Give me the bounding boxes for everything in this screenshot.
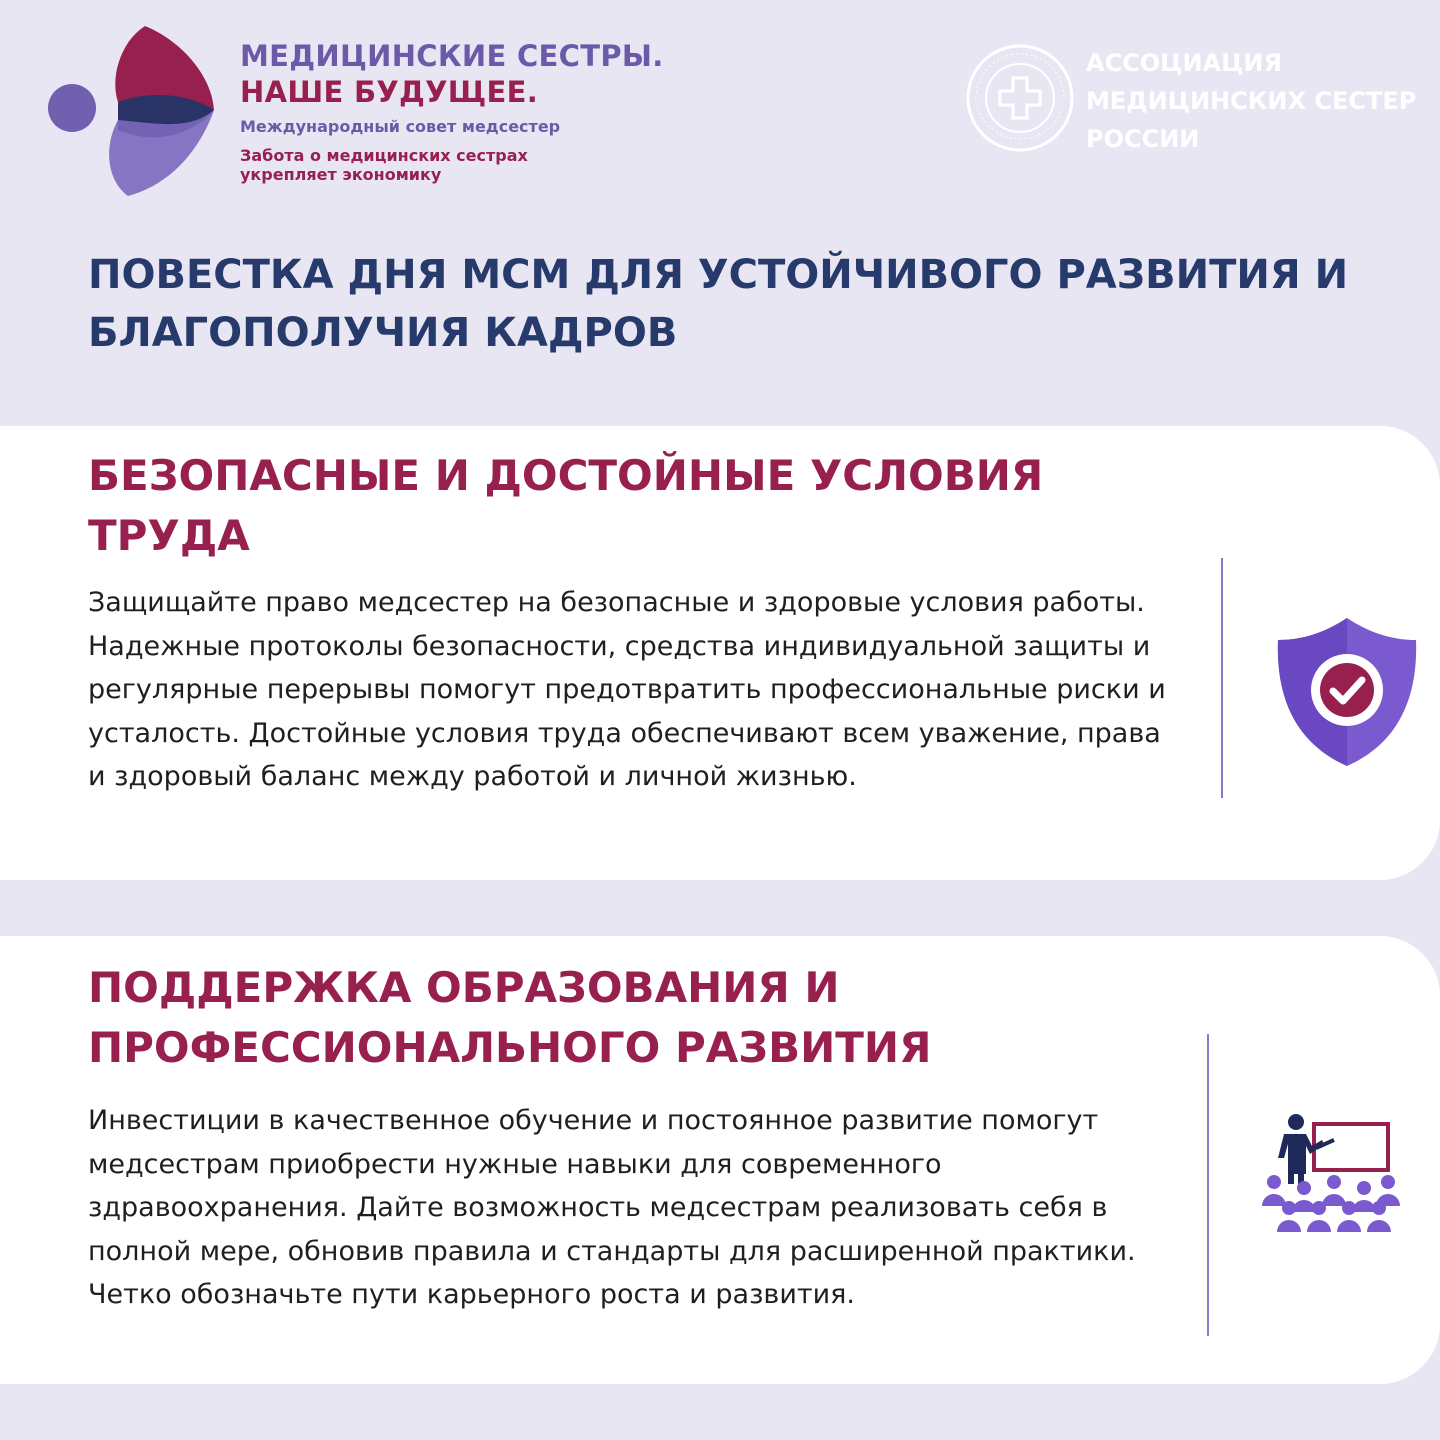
association-line2: МЕДИЦИНСКИХ СЕСТЕР [1086,87,1417,115]
brand-tagline: Забота о медицинских сестрах укрепляет экономику [240,146,528,184]
card-title: БЕЗОПАСНЫЕ И ДОСТОЙНЫЕ УСЛОВИЯ ТРУДА [88,451,1044,560]
card-education-development [0,936,1440,1384]
card-divider [1207,1034,1209,1336]
card-title: ПОДДЕРЖКА ОБРАЗОВАНИЯ И ПРОФЕССИОНАЛЬНОГО РАЗВИТИЯ [88,963,932,1072]
teacher-presentation-icon [1256,1112,1404,1234]
brand-title-line2: НАШЕ БУДУЩЕЕ. [240,75,539,109]
card-body: Инвестиции в качественное обучение и постоянное развитие помогут медсестрам приобрести нужные навыки для современного здравоохранения. Дайте возможность медсестрам реализовать себя в полной мере, обновив правила и стандарты для расширенной практики. Четко обозначьте пути карьерного роста и развития. [88,1105,1136,1310]
card-body: Защищайте право медсестер на безопасные и здоровые условия работы. Надежные протоколы безопасности, средства индивидуальной защиты и регулярные перерывы помогут предотвратить профессиональные риски и усталость. Достойные условия труда обеспечивают всем уважение, права и здоровый баланс между работой и личной жизнью. [88,587,1166,792]
shield-check-icon [1276,614,1418,768]
brand-title-line1: МЕДИЦИНСКИЕ СЕСТРЫ. [240,39,664,73]
association-line3: РОССИИ [1086,125,1200,153]
card-safe-work-conditions [0,426,1440,880]
association-line1: АССОЦИАЦИЯ [1086,49,1282,77]
card-divider [1221,558,1223,798]
icn-logo [40,20,230,200]
brand-subtitle: Международный совет медсестер [240,117,561,136]
page-title: ПОВЕСТКА ДНЯ МСМ ДЛЯ УСТОЙЧИВОГО РАЗВИТИЯ И БЛАГОПОЛУЧИЯ КАДРОВ [88,252,1349,356]
association-emblem-icon [964,42,1076,154]
brand-block [240,38,664,184]
association-name [1086,44,1416,158]
